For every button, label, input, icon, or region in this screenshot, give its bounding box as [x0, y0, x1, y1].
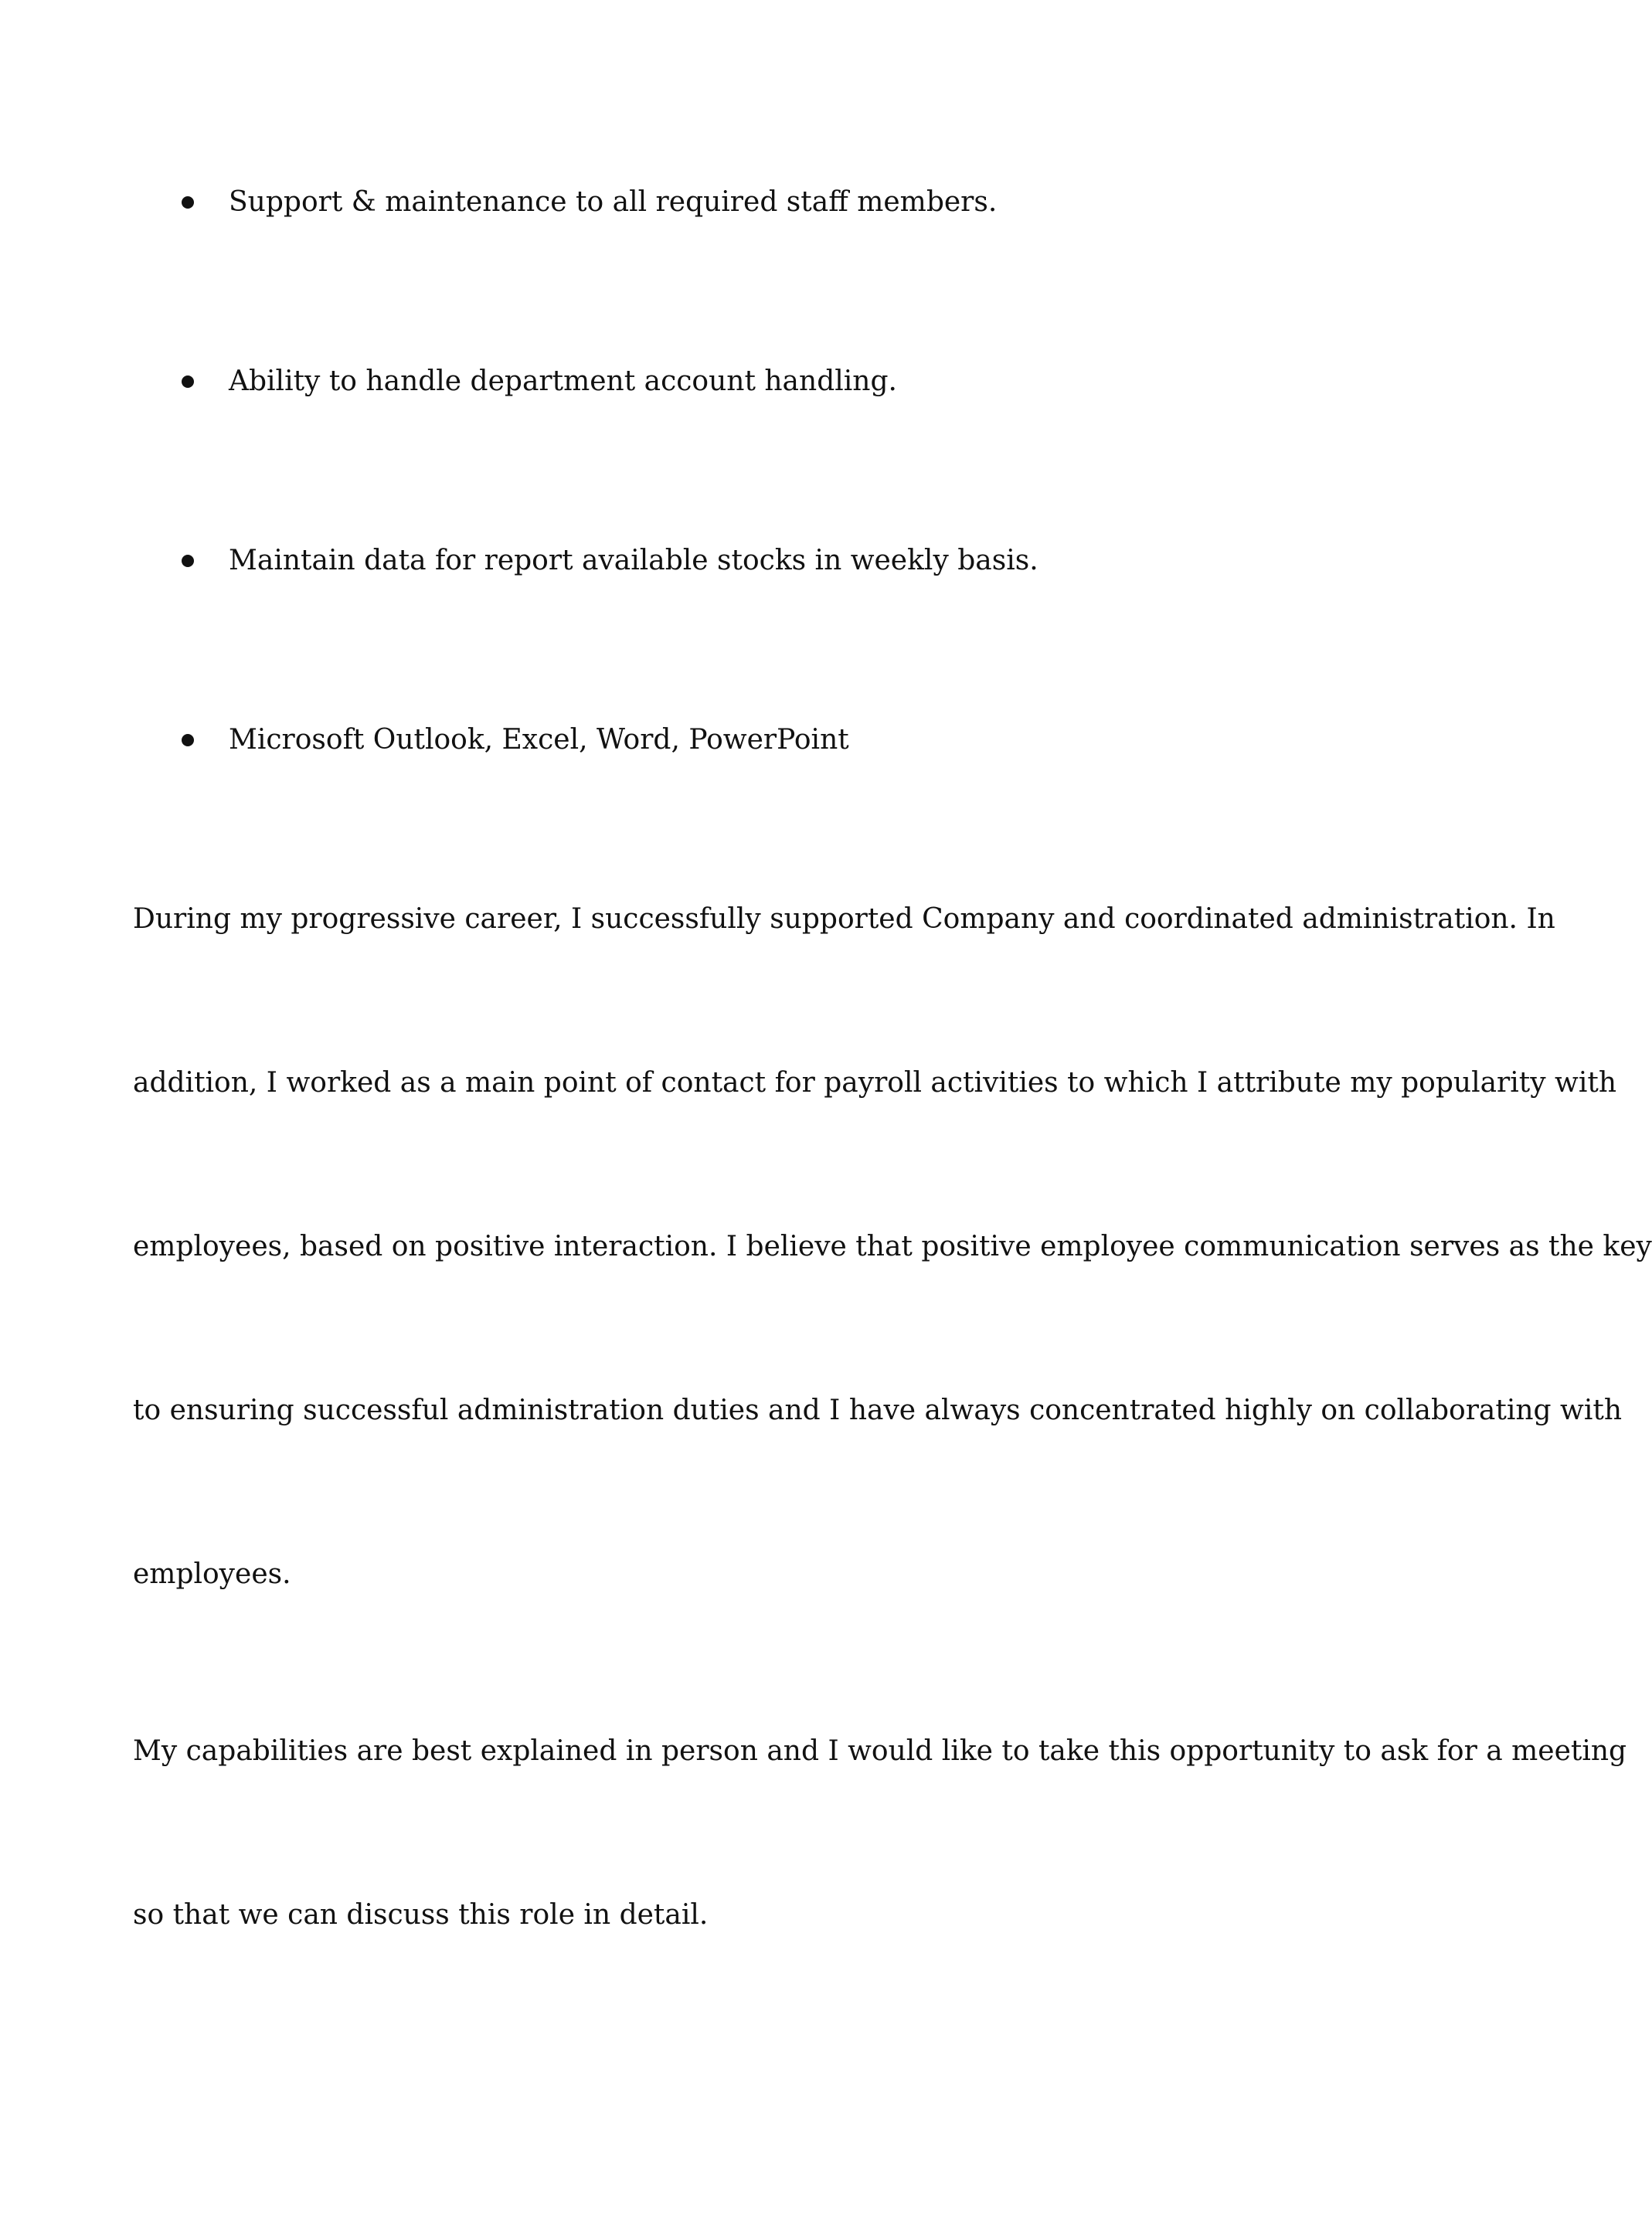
paragraph-line: to ensuring successful administration duties and I have always concentrated highly on collaborating with — [133, 1395, 1623, 1426]
bullet-text: Microsoft Outlook, Excel, Word, PowerPoint — [229, 724, 849, 756]
paragraph-line: addition, I worked as a main point of contact for payroll activities to which I attribute my popularity with — [133, 1067, 1617, 1099]
paragraph-line: My capabilities are best explained in person and I would like to take this opportunity to ask for a meeting — [133, 1735, 1627, 1767]
bullet-icon — [182, 734, 194, 746]
list-item — [0, 538, 1582, 584]
bullet-text: Ability to handle department account handling. — [229, 365, 897, 397]
list-item — [0, 717, 1582, 763]
list-item — [0, 179, 1582, 226]
bullet-text: Support & maintenance to all required staff members. — [229, 186, 998, 218]
bullet-text: Maintain data for report available stocks in weekly basis. — [229, 545, 1038, 576]
bullet-icon — [182, 555, 194, 567]
paragraph-line: employees. — [133, 1558, 291, 1590]
bullet-icon — [182, 196, 194, 209]
paragraph-line: so that we can discuss this role in detail. — [133, 1899, 709, 1931]
list-item — [0, 358, 1582, 405]
paragraph-line: employees, based on positive interaction. I believe that positive employee communication serves as the key — [133, 1231, 1652, 1262]
bullet-icon — [182, 375, 194, 388]
paragraph-line: During my progressive career, I successfully supported Company and coordinated administration. In — [133, 903, 1555, 935]
